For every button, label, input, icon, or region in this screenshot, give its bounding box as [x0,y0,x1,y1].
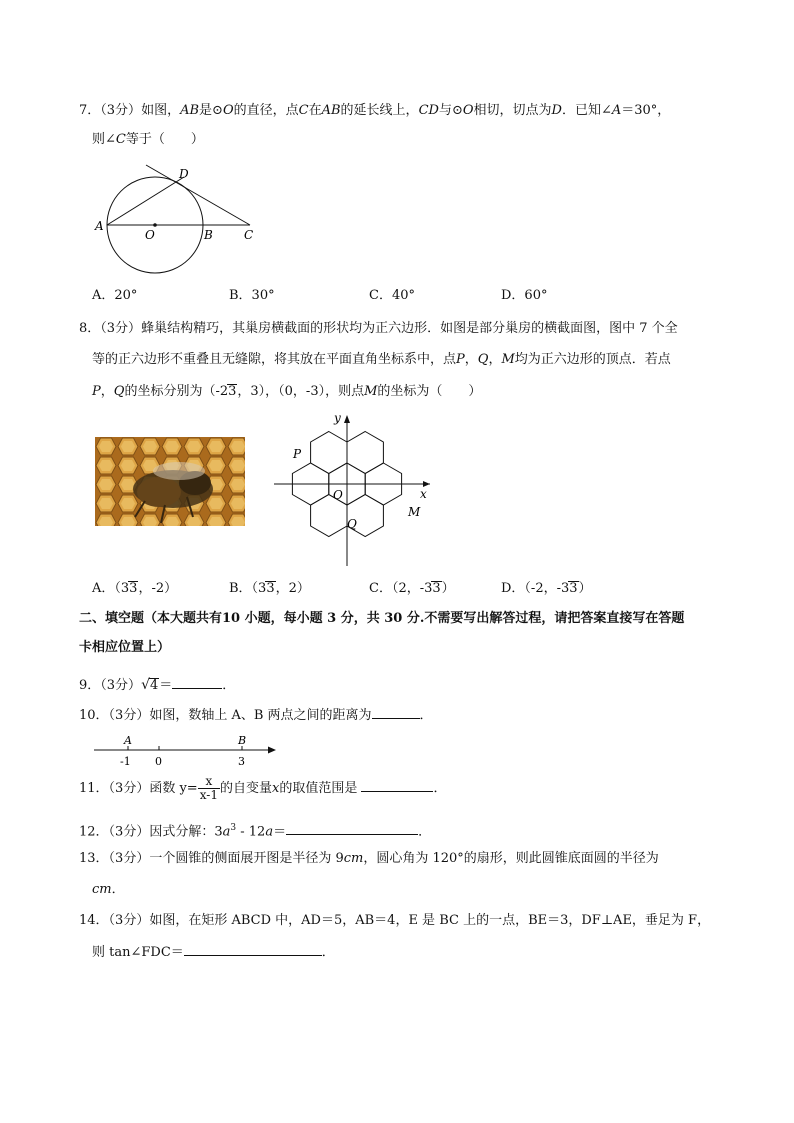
q8-hexagon-grid-figure [270,410,435,568]
label-x: x [420,487,427,501]
q10-answer-blank [372,704,420,719]
q13-line1: 13．（3分）一个圆锥的侧面展开图是半径为 9cm，圆心角为 120°的扇形，则此圆锥底面圆的半径为 [79,851,659,866]
label-a: A [124,734,132,747]
label-a: A [95,219,104,233]
q14-answer-blank [184,941,322,956]
q8-option-b: B．（33，2） [229,581,310,596]
q8-stem-line1: 8．（3分）蜂巢结构精巧，其巢房横截面的形状均为正六边形．如图是部分巢房的横截面图，图中 7 个全 [79,321,678,336]
q14-line2: 则 tan∠FDC＝ ． [92,941,335,964]
label-c: C [244,228,254,242]
label-b: B [204,228,213,242]
tick-label-0: 0 [155,755,162,767]
center-point [153,223,157,227]
y-axis-arrow [344,415,350,423]
label-q: Q [347,517,357,531]
q12: 12．（3分）因式分解：$3a^3 - 12a=$ ． [79,817,431,843]
q7-circle-figure [88,158,268,280]
q7-stem-line1: 7．（3分）如图，AB是⊙O的直径，点C在AB的延长线上，CD与⊙O相切，切点为D．已知∠A＝30°， [79,103,671,118]
q7-option-b: B．30° [229,288,275,303]
q7-option-c: C．40° [369,288,415,303]
label-b: B [238,734,247,747]
q11: 11．（3分）函数 y= $\frac{x}{x-1}$ 的自变量x的取值范围是 ． [79,774,447,802]
honeycomb-bee-photo [95,437,245,526]
tangent-line-cd [146,165,250,225]
label-m: M [408,505,421,519]
q8-option-d: D．（-2，-33） [501,581,592,596]
q7-option-d: D．60° [501,288,548,303]
q10-number-line [92,731,282,767]
q8-option-a: A．（33，-2） [92,581,178,596]
q14-line1: 14．（3分）如图，在矩形 ABCD 中，AD＝5，AB＝4，E 是 BC 上的一点，BE＝3，DF⊥AE，垂足为 F， [79,913,711,928]
q9: 9．（3分）√4＝ ． [79,674,235,697]
q7-stem-line2: 则∠C等于（ ） [92,132,204,147]
tick-label-3: 3 [238,755,245,767]
q8-stem-line3: P，Q的坐标分别为（-23，3），（0，-3），则点M的坐标为（ ） [92,384,482,399]
label-y: y [334,411,341,425]
label-o: O [333,488,343,502]
hexagon-1 [311,432,347,474]
q10: 10．（3分）如图，数轴上 A、B 两点之间的距离为 ． [79,704,433,727]
q8-option-c: C．（2，-33） [369,581,455,596]
q11-answer-blank [361,777,433,792]
label-o: O [145,228,155,242]
section2-header-line2: 卡相应位置上） [79,640,171,655]
hexagon-2 [347,432,383,474]
q7-option-a: A．20° [92,288,138,303]
label-p: P [293,447,302,461]
chord-ad [107,177,184,225]
q12-answer-blank [286,820,418,835]
q13-line2: cm． [92,882,125,897]
label-d: D [179,167,189,181]
q8-stem-line2: 等的正六边形不重叠且无缝隙，将其放在平面直角坐标系中，点P，Q，M均为正六边形的顶点．若点 [92,352,671,367]
section2-header-line1: 二、填空题（本大题共有10 小题，每小题 3 分，共 30 分.不需要写出解答过程，请把答案直接写在答题 [79,611,685,626]
q9-answer-blank [172,674,222,689]
tick-label-neg1: -1 [120,755,131,767]
